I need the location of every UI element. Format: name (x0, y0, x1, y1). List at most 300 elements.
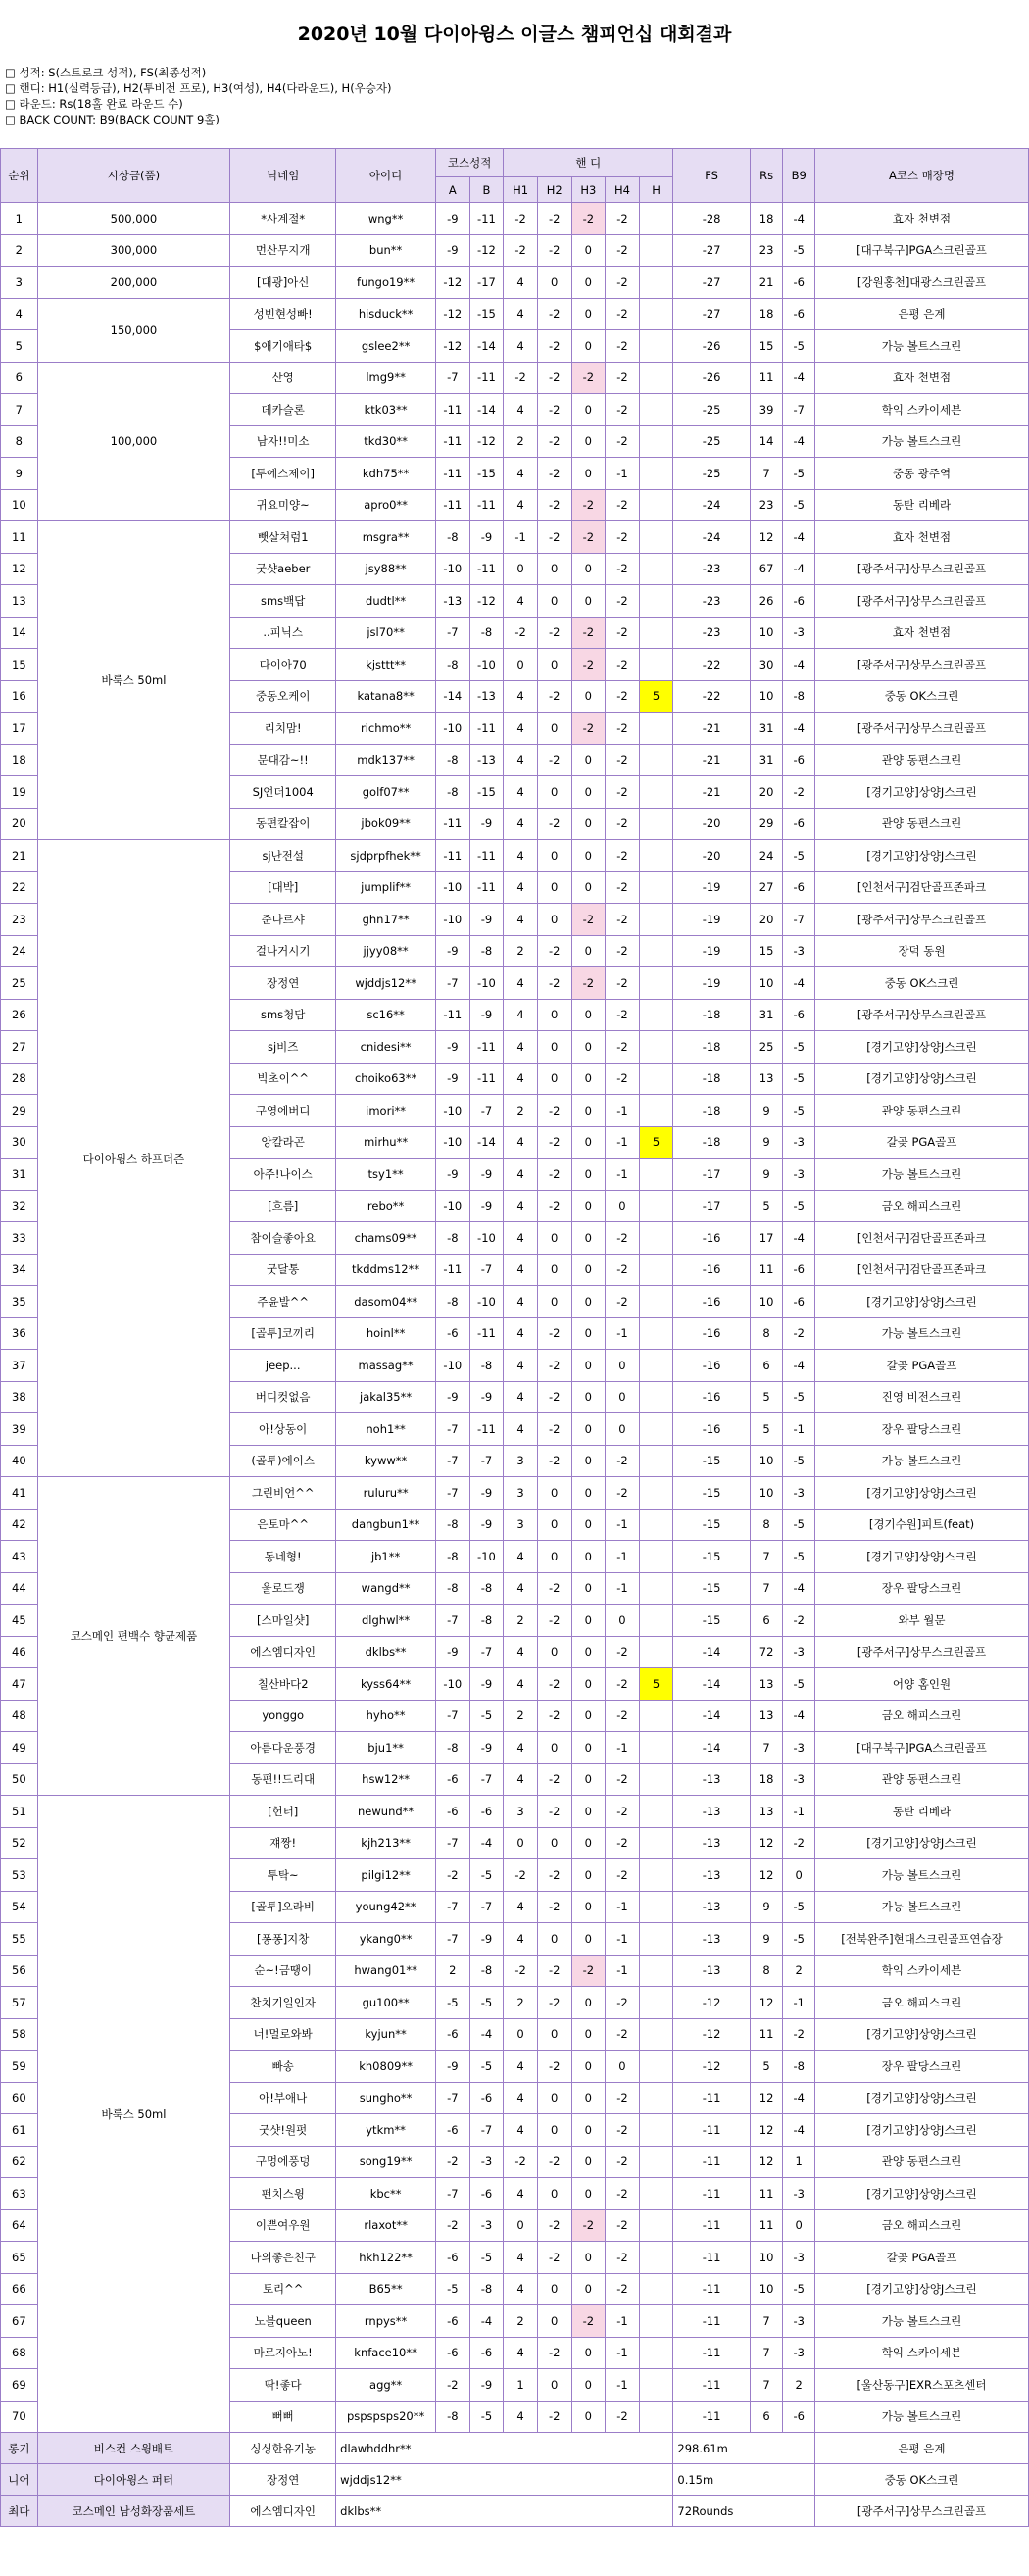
score-a-cell: -6 (436, 2305, 470, 2338)
rank-cell: 43 (1, 1541, 38, 1573)
nickname-cell: 동네형! (230, 1541, 336, 1573)
score-b-cell: -8 (469, 1605, 504, 1637)
h-cell (639, 2146, 673, 2178)
table-row (1, 362, 1029, 394)
nickname-cell: sms백답 (230, 585, 336, 618)
nickname-cell: yonggo (230, 1700, 336, 1732)
score-b-cell: -5 (469, 1987, 504, 2019)
h-cell (639, 2242, 673, 2274)
header-store: A코스 매장명 (814, 149, 1028, 203)
nickname-cell: 참이슬좋아요 (230, 1222, 336, 1255)
prize-cell: 150,000 (37, 298, 230, 362)
b9-cell: 1 (783, 2146, 815, 2178)
b9-cell: -4 (783, 1700, 815, 1732)
h3-cell: 0 (571, 1923, 606, 1956)
id-cell: kdh75** (336, 458, 436, 490)
h3-cell: 0 (571, 394, 606, 426)
h1-cell: 0 (504, 649, 538, 681)
rs-cell: 9 (750, 1126, 783, 1159)
h3-cell: -2 (571, 1955, 606, 1987)
score-b-cell: -11 (469, 840, 504, 872)
nickname-cell: 이쁜여우원 (230, 2209, 336, 2242)
rank-cell: 41 (1, 1477, 38, 1510)
rank-cell: 33 (1, 1222, 38, 1255)
fs-cell: -13 (673, 1891, 750, 1923)
h-cell (639, 967, 673, 1000)
h1-cell: 4 (504, 2178, 538, 2210)
id-cell: newund** (336, 1796, 436, 1828)
prize-cell: 바룩스 50ml (37, 1796, 230, 2433)
b9-cell: 0 (783, 2209, 815, 2242)
header-id: 아이디 (336, 149, 436, 203)
h2-cell: -2 (537, 808, 571, 840)
fs-cell: -14 (673, 1668, 750, 1701)
h-cell (639, 203, 673, 235)
store-cell: 가능 볼트스크린 (814, 1891, 1028, 1923)
b9-cell: -4 (783, 649, 815, 681)
score-a-cell: -12 (436, 330, 470, 363)
store-cell: 학익 스카이세븐 (814, 2337, 1028, 2369)
score-a-cell: -5 (436, 1987, 470, 2019)
h3-cell: -2 (571, 617, 606, 649)
h4-cell: -2 (606, 744, 640, 776)
h-cell (639, 1700, 673, 1732)
h-cell (639, 935, 673, 967)
store-cell: [광주서구]상무스크린골프 (814, 553, 1028, 585)
h-cell (639, 2114, 673, 2147)
fs-cell: -18 (673, 1031, 750, 1064)
rs-cell: 10 (750, 2273, 783, 2305)
h4-cell: -2 (606, 680, 640, 713)
h-cell (639, 2082, 673, 2114)
h4-cell: -2 (606, 1063, 640, 1095)
score-b-cell: -5 (469, 2051, 504, 2083)
table-row (1, 203, 1029, 235)
score-a-cell: 2 (436, 1955, 470, 1987)
h3-cell: 0 (571, 999, 606, 1031)
id-cell: kjsttt** (336, 649, 436, 681)
rs-cell: 24 (750, 840, 783, 872)
rs-cell: 13 (750, 1063, 783, 1095)
fs-cell: -23 (673, 585, 750, 618)
score-b-cell: -11 (469, 1031, 504, 1064)
store-cell: [경기고양]상양J스크린 (814, 1477, 1028, 1510)
store-cell: 관양 동편스크린 (814, 808, 1028, 840)
rank-cell: 16 (1, 680, 38, 713)
h3-cell: 0 (571, 1859, 606, 1892)
id-cell: ghn17** (336, 904, 436, 936)
b9-cell: -4 (783, 1350, 815, 1382)
h3-cell: 0 (571, 2401, 606, 2433)
h2-cell: 0 (537, 2114, 571, 2147)
b9-cell: -3 (783, 2337, 815, 2369)
h2-cell: 0 (537, 871, 571, 904)
b9-cell: -5 (783, 1095, 815, 1127)
h3-cell: 0 (571, 1636, 606, 1668)
score-a-cell: -10 (436, 904, 470, 936)
h3-cell: 0 (571, 1190, 606, 1222)
score-a-cell: -8 (436, 1572, 470, 1605)
h1-cell: -2 (504, 203, 538, 235)
h2-cell: -2 (537, 1159, 571, 1191)
fs-cell: -16 (673, 1413, 750, 1446)
score-a-cell: -11 (436, 1254, 470, 1286)
nickname-cell: 순~!금땡이 (230, 1955, 336, 1987)
fs-cell: -18 (673, 1063, 750, 1095)
h3-cell: 0 (571, 1732, 606, 1764)
rs-cell: 12 (750, 1987, 783, 2019)
award-id-cell: dlawhddhr** (336, 2433, 673, 2464)
h4-cell: -2 (606, 871, 640, 904)
table-row (1, 521, 1029, 554)
rank-cell: 63 (1, 2178, 38, 2210)
note-line: □ 라운드: Rs(18홀 완료 라운드 수) (5, 97, 183, 111)
id-cell: jumplif** (336, 871, 436, 904)
store-cell: 효자 천변점 (814, 617, 1028, 649)
h-cell (639, 2209, 673, 2242)
h1-cell: -2 (504, 1955, 538, 1987)
rank-cell: 32 (1, 1190, 38, 1222)
rank-cell: 62 (1, 2146, 38, 2178)
score-b-cell: -12 (469, 425, 504, 458)
h1-cell: -2 (504, 2146, 538, 2178)
nickname-cell: 은토마^^ (230, 1509, 336, 1541)
score-a-cell: -8 (436, 1286, 470, 1318)
nickname-cell: [퐁퐁]지창 (230, 1923, 336, 1956)
h4-cell: 0 (606, 1381, 640, 1413)
h4-cell: -2 (606, 1763, 640, 1796)
h1-cell: 4 (504, 2337, 538, 2369)
b9-cell: -5 (783, 1031, 815, 1064)
nickname-cell: 찬치기일인자 (230, 1987, 336, 2019)
fs-cell: -18 (673, 1095, 750, 1127)
h4-cell: -2 (606, 999, 640, 1031)
h4-cell: -2 (606, 234, 640, 267)
fs-cell: -25 (673, 394, 750, 426)
score-a-cell: -2 (436, 1859, 470, 1892)
h-cell: 5 (639, 1668, 673, 1701)
store-cell: [경기고양]상양J스크린 (814, 1031, 1028, 1064)
h1-cell: 4 (504, 904, 538, 936)
header-prize: 시상금(품) (37, 149, 230, 203)
score-b-cell: -9 (469, 1159, 504, 1191)
store-cell: 장우 팔당스크린 (814, 1572, 1028, 1605)
store-cell: [경기고양]상양J스크린 (814, 1827, 1028, 1859)
nickname-cell: 구멍에풍덩 (230, 2146, 336, 2178)
h-cell (639, 1350, 673, 1382)
nickname-cell: 구영에버디 (230, 1095, 336, 1127)
score-b-cell: -8 (469, 1955, 504, 1987)
h1-cell: 4 (504, 967, 538, 1000)
header-h: H (639, 177, 673, 203)
h3-cell: 0 (571, 2082, 606, 2114)
fs-cell: -11 (673, 2305, 750, 2338)
h-cell (639, 1827, 673, 1859)
h3-cell: 0 (571, 1572, 606, 1605)
b9-cell: -4 (783, 1572, 815, 1605)
h4-cell: -2 (606, 1445, 640, 1477)
store-cell: [경기고양]상양J스크린 (814, 1286, 1028, 1318)
h-cell (639, 458, 673, 490)
id-cell: kyjun** (336, 2018, 436, 2051)
h1-cell: 3 (504, 1796, 538, 1828)
score-a-cell: -7 (436, 1413, 470, 1446)
h4-cell: -2 (606, 2209, 640, 2242)
h-cell (639, 1317, 673, 1350)
table-row (1, 267, 1029, 299)
b9-cell: -2 (783, 776, 815, 809)
h1-cell: 2 (504, 2305, 538, 2338)
fs-cell: -11 (673, 2146, 750, 2178)
h3-cell: 0 (571, 1031, 606, 1064)
h3-cell: 0 (571, 2242, 606, 2274)
h-cell (639, 1987, 673, 2019)
rank-cell: 65 (1, 2242, 38, 2274)
nickname-cell: 버디컷없음 (230, 1381, 336, 1413)
rs-cell: 31 (750, 713, 783, 745)
b9-cell: -6 (783, 2401, 815, 2433)
score-b-cell: -13 (469, 680, 504, 713)
score-b-cell: -9 (469, 904, 504, 936)
rs-cell: 31 (750, 744, 783, 776)
h-cell (639, 1796, 673, 1828)
h2-cell: -2 (537, 1891, 571, 1923)
h2-cell: -2 (537, 1445, 571, 1477)
h-cell (639, 362, 673, 394)
h2-cell: 0 (537, 1509, 571, 1541)
score-b-cell: -6 (469, 2082, 504, 2114)
score-a-cell: -7 (436, 1605, 470, 1637)
h4-cell: -1 (606, 2337, 640, 2369)
b9-cell: -2 (783, 1605, 815, 1637)
rs-cell: 9 (750, 1891, 783, 1923)
b9-cell: -4 (783, 713, 815, 745)
b9-cell: -5 (783, 1190, 815, 1222)
award-nickname-cell: 에스엠디자인 (230, 2496, 336, 2527)
nickname-cell: 리치맘! (230, 713, 336, 745)
id-cell: sungho** (336, 2082, 436, 2114)
h2-cell: 0 (537, 1477, 571, 1510)
score-b-cell: -9 (469, 1190, 504, 1222)
rank-cell: 37 (1, 1350, 38, 1382)
h-cell (639, 489, 673, 521)
fs-cell: -27 (673, 267, 750, 299)
id-cell: hyho** (336, 1700, 436, 1732)
score-a-cell: -6 (436, 2337, 470, 2369)
nickname-cell: 빅초이^^ (230, 1063, 336, 1095)
score-b-cell: -14 (469, 330, 504, 363)
h4-cell: -2 (606, 776, 640, 809)
h-cell (639, 585, 673, 618)
h3-cell: 0 (571, 298, 606, 330)
store-cell: [경기고양]상양J스크린 (814, 2114, 1028, 2147)
id-cell: jbok09** (336, 808, 436, 840)
h-cell (639, 904, 673, 936)
fs-cell: -11 (673, 2114, 750, 2147)
id-cell: rnpys** (336, 2305, 436, 2338)
h1-cell: 4 (504, 585, 538, 618)
nickname-cell: 노블queen (230, 2305, 336, 2338)
h1-cell: 2 (504, 425, 538, 458)
h-cell (639, 1955, 673, 1987)
h1-cell: 2 (504, 1605, 538, 1637)
h3-cell: -2 (571, 521, 606, 554)
rank-cell: 6 (1, 362, 38, 394)
nickname-cell: *사계절* (230, 203, 336, 235)
rank-cell: 5 (1, 330, 38, 363)
id-cell: jjyy08** (336, 935, 436, 967)
b9-cell: -6 (783, 871, 815, 904)
rs-cell: 6 (750, 2401, 783, 2433)
store-cell: 관양 동편스크린 (814, 744, 1028, 776)
score-b-cell: -10 (469, 1286, 504, 1318)
rs-cell: 13 (750, 1700, 783, 1732)
store-cell: 가능 볼트스크린 (814, 330, 1028, 363)
h-cell (639, 394, 673, 426)
fs-cell: -19 (673, 871, 750, 904)
h-cell: 5 (639, 1126, 673, 1159)
award-type-cell: 최다 (1, 2496, 38, 2527)
h2-cell: -2 (537, 2242, 571, 2274)
id-cell: kjh213** (336, 1827, 436, 1859)
h3-cell: 0 (571, 1541, 606, 1573)
store-cell: [광주서구]상무스크린골프 (814, 999, 1028, 1031)
fs-cell: -11 (673, 2401, 750, 2433)
h4-cell: -1 (606, 2305, 640, 2338)
h4-cell: -2 (606, 267, 640, 299)
table-row (1, 234, 1029, 267)
fs-cell: -26 (673, 330, 750, 363)
score-b-cell: -17 (469, 267, 504, 299)
b9-cell: -5 (783, 234, 815, 267)
nickname-cell: ..피닉스 (230, 617, 336, 649)
score-a-cell: -9 (436, 935, 470, 967)
id-cell: jakal35** (336, 1381, 436, 1413)
rs-cell: 26 (750, 585, 783, 618)
b9-cell: -4 (783, 2114, 815, 2147)
nickname-cell: 아주!나이스 (230, 1159, 336, 1191)
nickname-cell: 그린비언^^ (230, 1477, 336, 1510)
rank-cell: 67 (1, 2305, 38, 2338)
h2-cell: -2 (537, 1605, 571, 1637)
h2-cell: 0 (537, 1827, 571, 1859)
h2-cell: 0 (537, 1732, 571, 1764)
id-cell: hisduck** (336, 298, 436, 330)
rs-cell: 12 (750, 2146, 783, 2178)
h1-cell: 4 (504, 1254, 538, 1286)
id-cell: knface10** (336, 2337, 436, 2369)
b9-cell: -4 (783, 362, 815, 394)
h2-cell: -2 (537, 330, 571, 363)
h1-cell: 4 (504, 1222, 538, 1255)
id-cell: rebo** (336, 1190, 436, 1222)
award-type-cell: 니어 (1, 2464, 38, 2496)
fs-cell: -16 (673, 1222, 750, 1255)
h-cell (639, 999, 673, 1031)
score-b-cell: -15 (469, 458, 504, 490)
score-a-cell: -8 (436, 2401, 470, 2433)
rs-cell: 12 (750, 2114, 783, 2147)
h1-cell: 4 (504, 2401, 538, 2433)
score-a-cell: -12 (436, 267, 470, 299)
nickname-cell: 문대감~!! (230, 744, 336, 776)
id-cell: kyww** (336, 1445, 436, 1477)
score-a-cell: -2 (436, 2369, 470, 2402)
h3-cell: 0 (571, 1891, 606, 1923)
store-cell: 금오 해피스크린 (814, 1700, 1028, 1732)
rank-cell: 2 (1, 234, 38, 267)
table-row (1, 840, 1029, 872)
rank-cell: 46 (1, 1636, 38, 1668)
rank-cell: 39 (1, 1413, 38, 1446)
h2-cell: 0 (537, 1541, 571, 1573)
score-b-cell: -10 (469, 967, 504, 1000)
rank-cell: 49 (1, 1732, 38, 1764)
b9-cell: -3 (783, 935, 815, 967)
h1-cell: 4 (504, 489, 538, 521)
rank-cell: 26 (1, 999, 38, 1031)
score-a-cell: -9 (436, 1063, 470, 1095)
score-a-cell: -7 (436, 617, 470, 649)
award-store-cell: [광주서구]상무스크린골프 (814, 2496, 1028, 2527)
id-cell: hoinl** (336, 1317, 436, 1350)
h-cell (639, 1445, 673, 1477)
h2-cell: -2 (537, 1381, 571, 1413)
nickname-cell: 앙칼라곤 (230, 1126, 336, 1159)
store-cell: [울산동구]EXR스포츠센터 (814, 2369, 1028, 2402)
h2-cell: -2 (537, 1572, 571, 1605)
h3-cell: 0 (571, 2337, 606, 2369)
store-cell: 효자 천변점 (814, 362, 1028, 394)
rank-cell: 34 (1, 1254, 38, 1286)
h2-cell: -2 (537, 1317, 571, 1350)
rs-cell: 18 (750, 1763, 783, 1796)
h4-cell: -2 (606, 330, 640, 363)
rank-cell: 17 (1, 713, 38, 745)
score-b-cell: -8 (469, 935, 504, 967)
rs-cell: 7 (750, 2369, 783, 2402)
h1-cell: 4 (504, 1317, 538, 1350)
rs-cell: 14 (750, 425, 783, 458)
header-rank: 순위 (1, 149, 38, 203)
rs-cell: 31 (750, 999, 783, 1031)
rank-cell: 54 (1, 1891, 38, 1923)
h3-cell: -2 (571, 2305, 606, 2338)
score-a-cell: -10 (436, 553, 470, 585)
h2-cell: 0 (537, 1286, 571, 1318)
nickname-cell: sj난전설 (230, 840, 336, 872)
award-id-cell: wjddjs12** (336, 2464, 673, 2496)
h3-cell: 0 (571, 935, 606, 967)
notes (5, 65, 392, 127)
rs-cell: 15 (750, 935, 783, 967)
h2-cell: 0 (537, 1923, 571, 1956)
h2-cell: 0 (537, 904, 571, 936)
score-a-cell: -7 (436, 2082, 470, 2114)
rank-cell: 11 (1, 521, 38, 554)
h-cell: 5 (639, 680, 673, 713)
b9-cell: -2 (783, 1827, 815, 1859)
b9-cell: -3 (783, 1477, 815, 1510)
h-cell (639, 267, 673, 299)
nickname-cell: 장정연 (230, 967, 336, 1000)
h1-cell: 4 (504, 1413, 538, 1446)
nickname-cell: 굿달통 (230, 1254, 336, 1286)
h4-cell: -1 (606, 458, 640, 490)
rank-cell: 30 (1, 1126, 38, 1159)
id-cell: dklbs** (336, 1636, 436, 1668)
id-cell: dasom04** (336, 1286, 436, 1318)
